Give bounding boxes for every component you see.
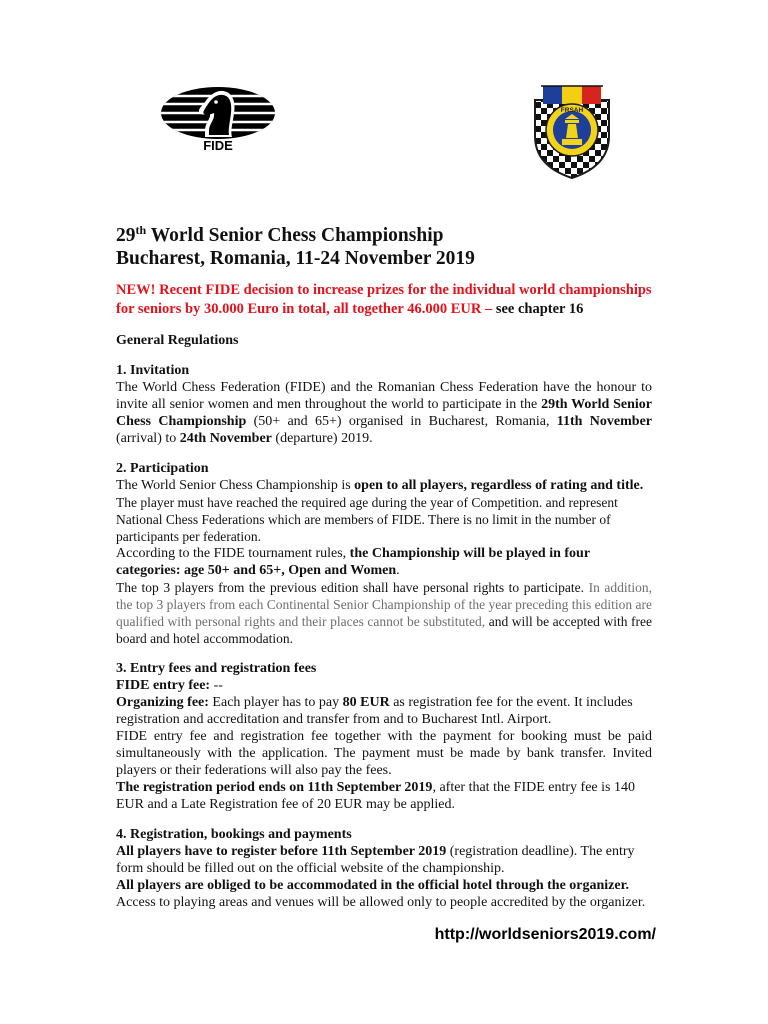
registration-period: The registration period ends on 11th September 2019, after that the FIDE entry fee is 140 EUR and a Late Registration fee of 20 EUR may be applied. [116,780,635,812]
news-text: NEW! Recent FIDE decision to increase prizes for the individual world championships for seniors by 30.000 Euro in total, all together 46.000 EUR [116,282,652,317]
chapter-reference: see chapter 16 [495,300,584,317]
section-2-qualification: The top 3 players from the previous edition shall have personal rights to participate. In addition, the top 3 players from each Continental Senior Championship of the year preceding this edition are qualified with personal rights and their places cannot be substituted, and will be accepted with free board and hotel accommodation. [116,580,652,646]
subtitle-line: Bucharest, Romania, 11-24 November 2019 [116,248,475,269]
fide-knight-logo-icon [160,86,276,152]
section-3-payment: FIDE entry fee and registration fee together with the payment for booking must be paid simultaneously with the application. The payment must be made by bank transfer. Invited players or their federations will also pay the fees. [116,729,652,778]
news-dash: – [481,300,496,317]
frsah-logo [529,84,615,180]
frsah-logo-text: FRSAH [560,107,584,114]
section-4-title: 4. Registration, bookings and payments [116,827,352,842]
website-link[interactable]: http://worldseniors2019.com/ [434,926,656,943]
edition-number: 29 [116,225,136,246]
fide-logo [160,86,276,152]
section-1-text: The World Chess Federation (FIDE) and the Romanian Chess Federation have the honour to invite all senior women and men throughout the world to participate in the 29th World Senior Chess Championship (50+ and 65+) organised in Bucharest, Romania, 11th November (arrival) to 24th November (departure) 2019. [116,380,652,446]
section-4-deadline: All players have to register before 11th September 2019 (registration deadline). The entry form should be filled out on the official website of the championship. [116,844,635,876]
section-4-accommodation: All players are obliged to be accommodated in the official hotel through the organizer. [116,878,630,893]
organizing-fee: Organizing fee: Each player has to pay 80 EUR as registration fee for the event. It includes registration and accreditation and transfer from and to Bucharest Intl. Airport. [116,695,633,727]
championship-title [116,224,475,270]
section-2-open: The World Senior Chess Championship is open to all players, regardless of rating and title. [116,478,644,493]
fide-entry-fee: FIDE entry fee: -- [116,678,223,693]
section-2-title: 2. Participation [116,461,209,476]
section-3-title: 3. Entry fees and registration fees [116,661,317,676]
title-line [116,224,475,247]
section-2-age: The player must have reached the required age during the year of Competition. and represent National Chess Federations which are members of FIDE. There is no limit in the number of participants per federation. [116,495,618,544]
section-1-title: 1. Invitation [116,363,190,378]
general-regulations-heading: General Regulations [116,333,239,348]
section-4-access: Access to playing areas and venues will be allowed only to people accredited by the organizer. [116,895,646,910]
title-text: World Senior Chess Championship [146,225,444,246]
frsah-crest-logo-icon [529,84,615,180]
news-notice [116,281,656,318]
edition-ordinal: th [135,223,147,237]
fide-logo-text: FIDE [203,138,233,152]
section-2-categories: According to the FIDE tournament rules, the Championship will be played in four categories: age 50+ and 65+, Open and Women. [116,546,590,578]
regulations-content [116,332,652,911]
